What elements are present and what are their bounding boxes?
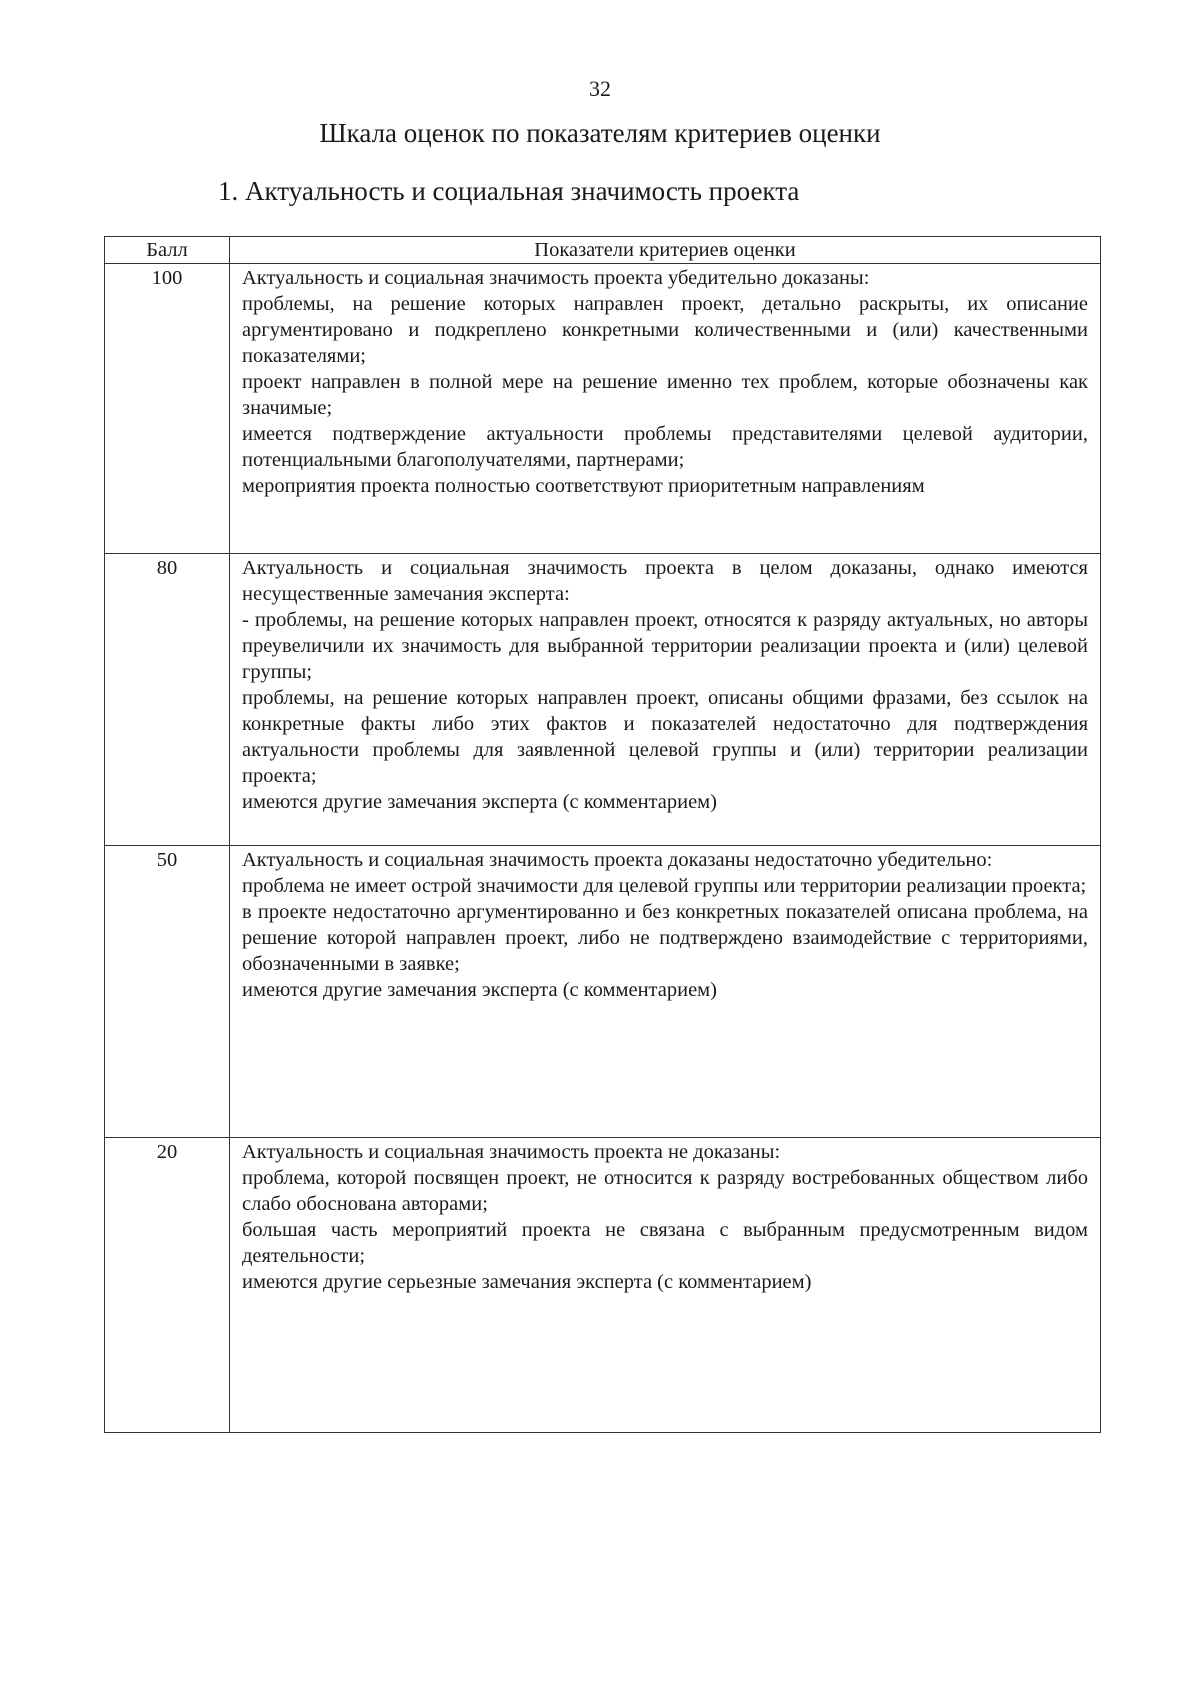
indicator-line: проблема не имеет острой значимости для целевой группы или территории реализации проекта; xyxy=(242,875,1087,897)
table-row xyxy=(105,264,1101,554)
indicator-line: проблемы, на решение которых направлен проект, описаны общими фразами, без ссылок на конкретные факты либо этих фактов и показателей недостаточно для подтверждения актуальности проблемы для заявленной целевой группы и (или) территории реализации проекта; xyxy=(242,687,1088,787)
indicators-cell xyxy=(230,264,1101,554)
indicators-cell xyxy=(230,554,1101,846)
indicator-line: проблема, которой посвящен проект, не относится к разряду востребованных обществом либо слабо обоснована авторами; xyxy=(242,1167,1088,1215)
indicator-line: имеются другие замечания эксперта (с комментарием) xyxy=(242,979,717,1001)
indicator-line: большая часть мероприятий проекта не связана с выбранным предусмотренным видом деятельности; xyxy=(242,1219,1088,1267)
indicator-line: Актуальность и социальная значимость проекта в целом доказаны, однако имеются несущественные замечания эксперта: xyxy=(242,557,1088,605)
indicator-line: имеются другие серьезные замечания эксперта (с комментарием) xyxy=(242,1271,812,1293)
score-cell: 80 xyxy=(105,554,230,846)
score-cell: 100 xyxy=(105,264,230,554)
table-row xyxy=(105,1138,1101,1433)
indicator-line: проблемы, на решение которых направлен проект, детально раскрыты, их описание аргументировано и подкреплено конкретными количественными и (или) качественными показателями; xyxy=(242,293,1088,367)
indicators-cell xyxy=(230,1138,1101,1433)
table-row xyxy=(105,554,1101,846)
indicator-line: Актуальность и социальная значимость проекта не доказаны: xyxy=(242,1141,781,1163)
indicator-line: имеются другие замечания эксперта (с комментарием) xyxy=(242,791,717,813)
indicator-line: имеется подтверждение актуальности проблемы представителями целевой аудитории, потенциальными благополучателями, партнерами; xyxy=(242,423,1088,471)
indicator-line: Актуальность и социальная значимость проекта убедительно доказаны: xyxy=(242,267,870,289)
section-title: 1. Актуальность и социальная значимость проекта xyxy=(218,176,800,206)
indicator-line: мероприятия проекта полностью соответствуют приоритетным направлениям xyxy=(242,475,925,497)
indicator-line: проект направлен в полной мере на решение именно тех проблем, которые обозначены как значимые; xyxy=(242,371,1088,419)
indicator-line: - проблемы, на решение которых направлен проект, относятся к разряду актуальных, но авторы преувеличили их значимость для выбранной территории реализации проекта и (или) целевой группы; xyxy=(242,609,1088,683)
table-row xyxy=(105,846,1101,1138)
page-title: Шкала оценок по показателям критериев оценки xyxy=(319,118,881,148)
table-header-row xyxy=(105,237,1101,264)
indicator-line: Актуальность и социальная значимость проекта доказаны недостаточно убедительно: xyxy=(242,849,993,871)
header-indicators: Показатели критериев оценки xyxy=(230,237,1101,264)
indicators-cell xyxy=(230,846,1101,1138)
score-cell: 50 xyxy=(105,846,230,1138)
score-cell: 20 xyxy=(105,1138,230,1433)
header-score: Балл xyxy=(105,237,230,264)
criteria-table xyxy=(104,236,1101,1433)
indicator-line: в проекте недостаточно аргументированно и без конкретных показателей описана проблема, на решение которой направлен проект, либо не подтверждено взаимодействие с территориями, обозначенными в заявке; xyxy=(242,901,1088,975)
page-number: 32 xyxy=(589,76,611,101)
